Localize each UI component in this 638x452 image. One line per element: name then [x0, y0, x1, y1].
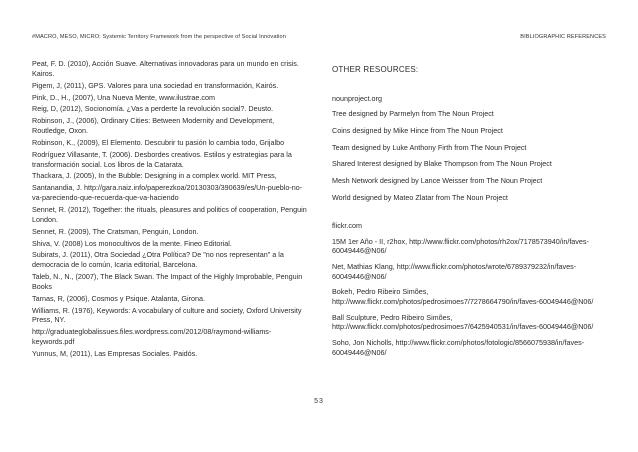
noun-project-source: nounproject.org	[332, 93, 382, 103]
photo-credit: Soho, Jon Nicholls, http://www.flickr.com/photos/fotologic/8566075938/in/faves-60049446@N06/	[332, 337, 585, 357]
reference-entry: Thackara, J. (2005), In the Bubble: Designing in a complex world. MIT Press,	[32, 171, 277, 181]
reference-entry: Peat, F. D. (2010), Acción Suave. Alternativas innovadoras para un mundo en crisis. Kairos.	[32, 59, 299, 78]
other-resources-heading: OTHER RESOURCES:	[332, 65, 419, 74]
reference-entry: Sennet, R. (2012), Together: the rituals, pleasures and politics of cooperation, Penguin London.	[32, 205, 307, 224]
reference-entry: Williams, R. (1976), Keywords: A vocabulary of culture and society, Oxford University Press, NY.	[32, 305, 302, 325]
section-title: BIBLIOGRAPHIC REFERENCES	[520, 34, 606, 40]
icon-credit: Mesh Network designed by Lance Weisser from The Noun Project	[332, 175, 543, 185]
reference-entry: Shiva, V. (2008) Los monocultivos de la mente. Fineo Editorial.	[32, 238, 232, 248]
icon-credit: Coins designed by Mike Hince from The Noun Project	[332, 126, 503, 135]
photo-credit: Net, Mathias Klang, http://www.flickr.com/photos/wrote/6789379232/in/faves-60049446@N06/	[332, 262, 577, 281]
icon-credit: World designed by Mateo Zlatar from The Noun Project	[332, 192, 508, 202]
document-title: #MACRO, MESO, MICRO: Systemic Territory Framework from the perspective of Social Innovation	[32, 34, 286, 40]
reference-entry: Reig, D, (2012), Socionomía. ¿Vas a perderte la revolución social?. Deusto.	[32, 104, 274, 114]
reference-entry: Subirats, J. (2011), Otra Sociedad ¿Otra Política? De "no nos representan" a la democracia de lo común, Icaria editorial, Barcelona.	[32, 250, 284, 270]
icon-credit: Team designed by Luke Anthony Firth from The Noun Project	[332, 142, 527, 152]
photo-credit: Ball Sculpture, Pedro Ribeiro Simões, http://www.flickr.com/photos/pedrosimoes7/6425940531/in/faves-60049446@N06/	[332, 312, 594, 332]
reference-entry: Rodríguez Villasante, T. (2006). Desbordes creativos. Estilos y estrategias para la transformación social. Los libros de la Catarata.	[32, 149, 292, 169]
reference-entry: Taleb, N., N., (2007), The Black Swan. The Impact of the Highly Improbable, Penguin Books	[32, 272, 303, 291]
photo-credit: Bokeh, Pedro Ribeiro Simões, http://www.flickr.com/photos/pedrosimoes7/7278664790/in/faves-60049446@N06/	[332, 287, 594, 307]
reference-entry: Sennet, R. (2009), The Cratsman, Penguin, London.	[32, 226, 199, 236]
running-header	[32, 34, 606, 44]
reference-entry: Santanandia, J. http://gara.naiz.info/paperezkoa/20130303/390639/es/Un-pueblo-no-va-pareciendo-que-recuerda-que-va-haciendo	[32, 183, 303, 203]
reference-entry: Pink, D., H., (2007), Una Nueva Mente, www.ilustrae.com	[32, 92, 215, 102]
reference-entry: Tarnas, R, (2006), Cosmos y Psique. Atalanta, Girona.	[32, 293, 205, 303]
reference-entry: http://graduateglobalissues.files.wordpress.com/2012/08/raymond-williams-keywords.pdf	[32, 327, 272, 346]
other-resources-column	[332, 59, 622, 363]
icon-credit: Tree designed by Parmelyn from The Noun Project	[332, 109, 494, 119]
reference-entry: Robinson, K., (2009), El Elemento. Descubrir tu pasión lo cambia todo, Grijalbo	[32, 137, 285, 147]
reference-entry: Robinson, J., (2006), Ordinary Cities: Between Modernity and Development, Routledge, Oxon.	[32, 116, 275, 136]
photo-credit: 15M 1er Año - II, r2hox, http://www.flickr.com/photos/rh2ox/7178573940/in/faves-60049446@N06/	[332, 236, 589, 256]
flickr-source: flickr.com	[332, 221, 362, 231]
page-number: 53	[314, 398, 324, 405]
references-column	[32, 59, 310, 361]
icon-credit: Shared Interest designed by Blake Thompson from The Noun Project	[332, 159, 552, 169]
reference-entry: Pigem, J, (2011), GPS. Valores para una sociedad en transformación, Kairós.	[32, 80, 279, 90]
reference-entry: Yunnus, M, (2011), Las Empresas Sociales. Paidós.	[32, 348, 198, 358]
